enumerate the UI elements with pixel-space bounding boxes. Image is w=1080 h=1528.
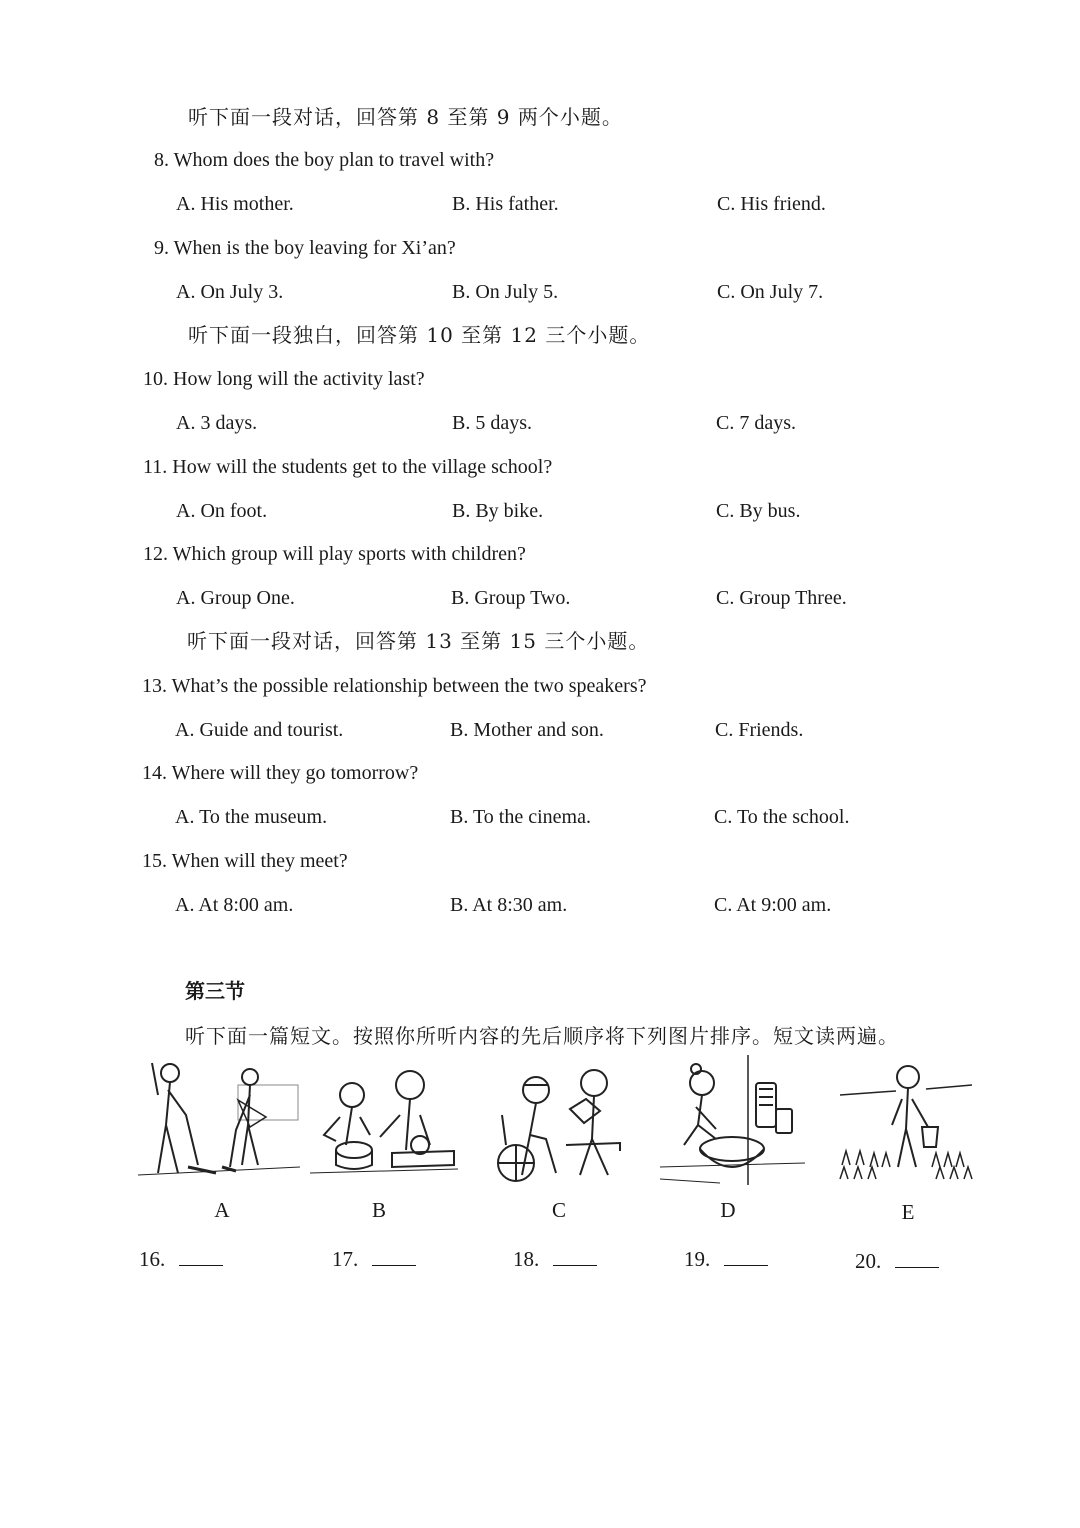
answer-blank[interactable] bbox=[179, 1247, 223, 1266]
question-14: 14. Where will they go tomorrow? bbox=[142, 762, 419, 784]
picture-b-cooking bbox=[310, 1055, 458, 1185]
instruction-13-15: 听下面一段对话，回答第 13 至第 15 三个小题。 bbox=[187, 629, 650, 653]
answer-number: 18. bbox=[513, 1247, 540, 1271]
option-11a: A. On foot. bbox=[176, 500, 268, 522]
section-heading: 第三节 bbox=[185, 979, 245, 1003]
option-15c: C. At 9:00 am. bbox=[714, 894, 832, 916]
question-13: 13. What’s the possible relationship between the two speakers? bbox=[142, 675, 647, 697]
option-13c: C. Friends. bbox=[715, 719, 804, 741]
option-8b: B. His father. bbox=[452, 193, 559, 215]
option-12a: A. Group One. bbox=[176, 587, 295, 609]
option-13a: A. Guide and tourist. bbox=[175, 719, 344, 741]
option-10a: A. 3 days. bbox=[176, 412, 258, 434]
answer-20[interactable] bbox=[855, 1249, 939, 1274]
question-12: 12. Which group will play sports with children? bbox=[143, 543, 526, 565]
question-15: 15. When will they meet? bbox=[142, 850, 348, 872]
answer-number: 16. bbox=[139, 1247, 166, 1271]
option-11c: C. By bus. bbox=[716, 500, 801, 522]
option-10c: C. 7 days. bbox=[716, 412, 796, 434]
option-8c: C. His friend. bbox=[717, 193, 826, 215]
picture-c-reading bbox=[496, 1055, 624, 1185]
question-8: 8. Whom does the boy plan to travel with? bbox=[154, 149, 495, 171]
answer-number: 20. bbox=[855, 1249, 882, 1273]
answer-number: 17. bbox=[332, 1247, 359, 1271]
answer-blank[interactable] bbox=[724, 1247, 768, 1266]
answer-blank[interactable] bbox=[372, 1247, 416, 1266]
question-9: 9. When is the boy leaving for Xi’an? bbox=[154, 237, 456, 259]
option-10b: B. 5 days. bbox=[452, 412, 532, 434]
option-13b: B. Mother and son. bbox=[450, 719, 604, 741]
option-9a: A. On July 3. bbox=[176, 281, 284, 303]
picture-label-e: E bbox=[901, 1200, 915, 1224]
instruction-10-12: 听下面一段独白，回答第 10 至第 12 三个小题。 bbox=[188, 323, 651, 347]
answer-16[interactable] bbox=[139, 1247, 223, 1272]
answer-18[interactable] bbox=[513, 1247, 597, 1272]
picture-label-c: C bbox=[551, 1198, 566, 1222]
option-12b: B. Group Two. bbox=[451, 587, 571, 609]
option-14c: C. To the school. bbox=[714, 806, 850, 828]
option-9c: C. On July 7. bbox=[717, 281, 824, 303]
picture-label-b: B bbox=[371, 1198, 386, 1222]
option-15a: A. At 8:00 am. bbox=[175, 894, 294, 916]
instruction-8-9: 听下面一段对话，回答第 8 至第 9 两个小题。 bbox=[188, 105, 623, 129]
answer-17[interactable] bbox=[332, 1247, 416, 1272]
question-10: 10. How long will the activity last? bbox=[143, 368, 425, 390]
picture-label-a: A bbox=[214, 1198, 230, 1222]
answer-blank[interactable] bbox=[895, 1249, 939, 1268]
option-15b: B. At 8:30 am. bbox=[450, 894, 568, 916]
answer-blank[interactable] bbox=[553, 1247, 597, 1266]
picture-label-d: D bbox=[720, 1198, 736, 1222]
question-11: 11. How will the students get to the village school? bbox=[143, 456, 553, 478]
option-12c: C. Group Three. bbox=[716, 587, 847, 609]
option-14a: A. To the museum. bbox=[175, 806, 328, 828]
option-14b: B. To the cinema. bbox=[450, 806, 591, 828]
section-instruction: 听下面一篇短文。按照你所听内容的先后顺序将下列图片排序。短文读两遍。 bbox=[185, 1024, 899, 1048]
option-8a: A. His mother. bbox=[176, 193, 294, 215]
picture-d-washing bbox=[660, 1055, 805, 1185]
answer-19[interactable] bbox=[684, 1247, 768, 1272]
picture-e-gardening bbox=[836, 1055, 976, 1185]
answer-number: 19. bbox=[684, 1247, 711, 1271]
picture-a-sweeping bbox=[138, 1055, 300, 1185]
option-9b: B. On July 5. bbox=[452, 281, 559, 303]
option-11b: B. By bike. bbox=[452, 500, 544, 522]
